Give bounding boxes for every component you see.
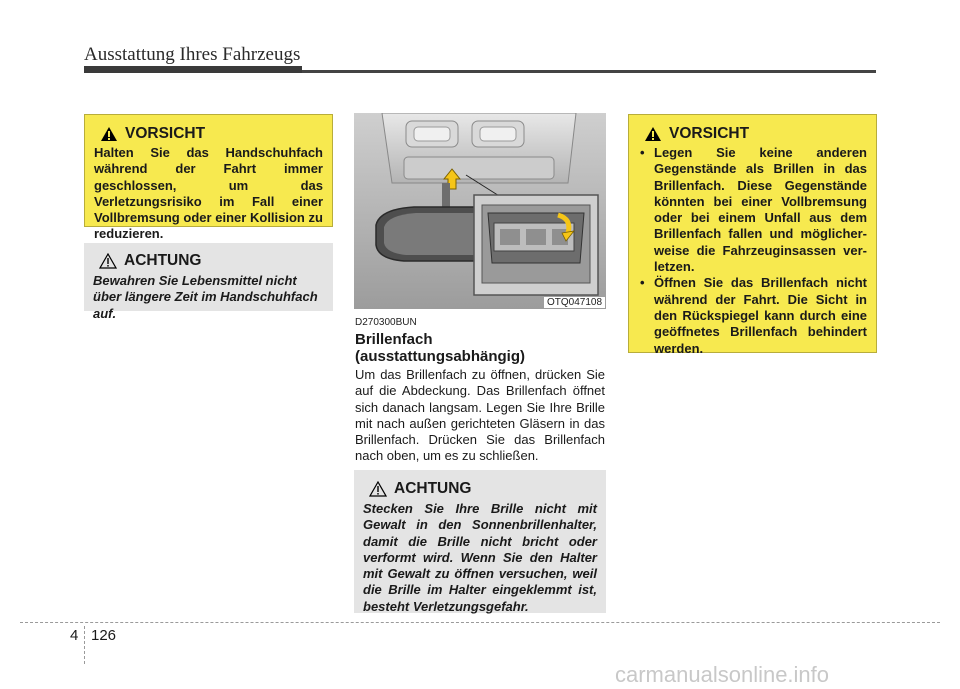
chapter-number: 4 <box>70 627 79 644</box>
page-header-title: Ausstattung Ihres Fahrzeugs <box>84 44 301 65</box>
warning-outline-icon <box>369 481 387 497</box>
list-item: • Legen Sie keine anderen Gegenstände als Brillen in das Brillenfach. Diese Gegenstände könnten bei einer Vollbremsung oder bei einem Unfall aus dem Brillenfach fallen und möglicher-weise die Fahrzeuginsassen ver-letzen. <box>638 145 867 275</box>
list-item: • Öffnen Sie das Brillenfach nicht während der Fahrt. Die Sicht in den Rückspiegel kann durch eine geöffnetes Brillenfach behindert werden. <box>638 275 867 356</box>
caution-title: VORSICHT <box>125 125 206 142</box>
caution-title-row <box>638 125 867 143</box>
caution-text: Halten Sie das Handschuhfach während der Fahrt immer geschlossen, um das Verletzungsrisiko im Fall einer Vollbremsung oder einer Kollision zu reduzieren. <box>94 145 323 242</box>
caution-box-left <box>84 114 333 242</box>
footer-rule <box>20 622 940 623</box>
note-title: ACHTUNG <box>124 252 202 269</box>
caution-title: VORSICHT <box>669 125 750 142</box>
note-box-left <box>84 243 333 321</box>
note-box-middle <box>354 470 606 613</box>
figure-caption: OTQ047108 <box>544 297 605 308</box>
illustration-svg <box>354 113 606 309</box>
note-title-row <box>363 480 597 498</box>
overhead-console-illustration <box>354 113 606 309</box>
caution-title-row <box>94 125 323 143</box>
section-ref-code: D270300BUN <box>355 317 417 328</box>
header-bar <box>84 66 302 73</box>
note-title-row <box>93 252 324 270</box>
note-text: Stecken Sie Ihre Brille nicht mit Gewalt in den Sonnenbrillenhalter, damit die Brille nicht bricht oder verformt wird. Wenn Sie den Halter mit Gewalt zu öffnen versuchen, weil die Brille im Halter eingeklemmt ist, besteht Verletzungsgefahr. <box>363 501 597 614</box>
page-number: 126 <box>91 627 117 644</box>
watermark: carmanualsonline.info <box>615 662 830 687</box>
section-body: Um das Brillenfach zu öffnen, drücken Sie auf die Abdeckung. Das Brillenfach öffnet sich danach langsam. Legen Sie Ihre Brille mit nach außen gerichteten Gläsern in das Brillenfach. Drücken Sie das Brillenfach nach oben, um es zu schließen. <box>355 367 605 464</box>
note-title: ACHTUNG <box>394 480 472 497</box>
caution-bullet-list <box>638 145 867 357</box>
caution-box-right <box>628 114 877 356</box>
warning-icon <box>644 126 662 142</box>
section-title: Brillenfach (ausstattungsabhängig) <box>355 331 526 365</box>
warning-outline-icon <box>99 253 117 269</box>
warning-icon <box>100 126 118 142</box>
footer-divider <box>84 626 85 664</box>
note-text: Bewahren Sie Lebensmittel nicht über längere Zeit im Handschuhfach auf. <box>93 273 318 321</box>
